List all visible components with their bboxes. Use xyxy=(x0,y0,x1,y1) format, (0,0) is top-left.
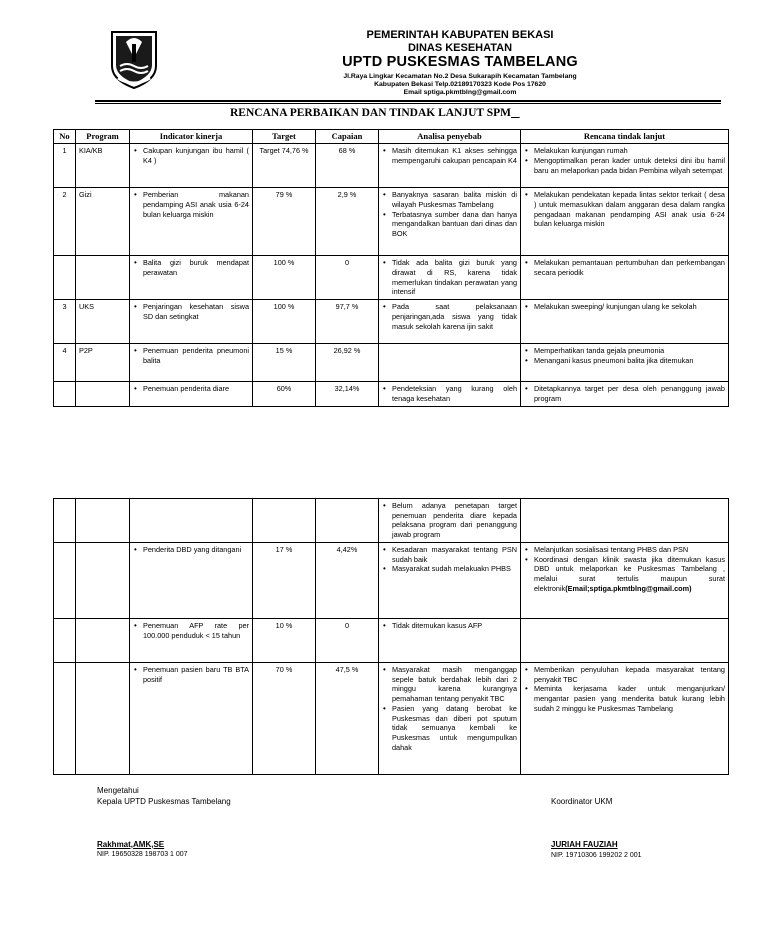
cell-target: 17 % xyxy=(253,543,316,619)
spm-table xyxy=(53,129,729,407)
indicator-item: • Penjaringan kesehatan siswa SD dan setingkat xyxy=(143,302,249,321)
cell-indicator xyxy=(130,499,253,543)
table-row xyxy=(54,382,729,406)
cell-analisa xyxy=(379,499,521,543)
header-capaian: Capaian xyxy=(316,130,379,144)
cell-target: 10 % xyxy=(253,619,316,663)
acknowledged-label: Mengetahui xyxy=(97,786,139,795)
cell-no xyxy=(54,543,76,619)
indicator-item: • Cakupan kunjungan ibu hamil ( K4 ) xyxy=(143,146,249,165)
cell-analisa xyxy=(379,382,521,406)
cell-program xyxy=(76,619,130,663)
letterhead-institution: UPTD PUSKESMAS TAMBELANG xyxy=(342,54,578,71)
indicator-item: • Balita gizi buruk mendapat perawatan xyxy=(143,258,249,277)
bullet-text: Tidak ada balita gizi buruk yang dirawat di RS, karena tidak memerlukan tindakan perawatan yang intensif xyxy=(392,258,517,297)
cell-no xyxy=(54,382,76,406)
cell-rencana xyxy=(521,499,729,543)
cell-capaian: 4,42% xyxy=(316,543,379,619)
cell-program: Gizi xyxy=(76,188,130,256)
bullet-text: Masyarakat masih menganggap sepele batuk berdahak lebih dari 2 minggu karena kurangnya pemahaman tentang penyakit TBC xyxy=(392,665,517,704)
cell-target xyxy=(253,499,316,543)
table-row xyxy=(54,256,729,300)
bullet-item xyxy=(392,210,517,239)
cell-no: 2 xyxy=(54,188,76,256)
bullet-item xyxy=(392,258,517,297)
cell-analisa-list xyxy=(382,621,517,631)
letterhead xyxy=(200,29,720,96)
cell-analisa xyxy=(379,188,521,256)
bullet-text: Ditetapkannya target per desa oleh penanggung jawab program xyxy=(534,384,725,403)
indicator-list xyxy=(133,146,249,165)
cell-capaian: 32,14% xyxy=(316,382,379,406)
cell-target: 60% xyxy=(253,382,316,406)
table-row xyxy=(54,499,729,543)
bullet-text: Melakukan pemantauan pertumbuhan dan perkembangan secara periodik xyxy=(534,258,725,277)
indicator-list xyxy=(133,384,249,394)
letterhead-address: Jl.Raya Lingkar Kecamatan No.2 Desa Sukarapih Kecamatan Tambelang xyxy=(343,72,577,80)
table-row xyxy=(54,663,729,775)
bullet-item xyxy=(392,190,517,209)
cell-analisa-list xyxy=(382,665,517,752)
cell-no xyxy=(54,499,76,543)
cell-no: 4 xyxy=(54,344,76,382)
cell-program xyxy=(76,663,130,775)
cell-no: 1 xyxy=(54,144,76,188)
cell-program: KIA/KB xyxy=(76,144,130,188)
bullet-item xyxy=(392,146,517,165)
header-target: Target xyxy=(253,130,316,144)
bullet-item xyxy=(392,545,517,564)
bullet-text: Terbatasnya sumber dana dan hanya mengandalkan bantuan dari dinas dan BOK xyxy=(392,209,517,239)
cell-indicator xyxy=(130,300,253,344)
cell-analisa-list xyxy=(382,302,517,331)
bullet-text: Melakukan pendekatan kepada lintas sektor terkait ( desa ) untuk memasukkan dalam anggaran desa dalam rangka pengadaan makanan pendamping ASI anak usia 6-24 bulan keluarga miskin xyxy=(534,190,725,229)
indicator-list xyxy=(133,258,249,277)
cell-rencana xyxy=(521,663,729,775)
cell-program xyxy=(76,499,130,543)
coordinator-title: Koordinator UKM xyxy=(551,797,613,806)
title-underline xyxy=(511,107,520,119)
cell-indicator xyxy=(130,144,253,188)
bullet-item xyxy=(534,190,725,229)
cell-analisa-list xyxy=(382,545,517,574)
signature-left xyxy=(97,786,231,860)
document-title-text: RENCANA PERBAIKAN DAN TINDAK LANJUT SPM xyxy=(230,107,512,119)
cell-analisa-list xyxy=(382,501,517,540)
bullet-text: Pada saat pelaksanaan penjaringan,ada siswa yang tidak masuk sekolah karena ijin sakit xyxy=(392,302,517,331)
cell-indicator xyxy=(130,256,253,300)
bullet-text: Masih ditemukan K1 akses sehingga mempengaruhi cakupan pencapain K4 xyxy=(392,146,517,165)
bullet-text: Melakukan kunjungan rumah xyxy=(534,146,628,156)
cell-indicator xyxy=(130,543,253,619)
bullet-item xyxy=(534,665,725,684)
bullet-item xyxy=(392,665,517,704)
bullet-text: Belum adanya penetapan target penemuan penderita diare kepada pelaksana program dari penanggung jawab program xyxy=(392,501,517,540)
cell-program: UKS xyxy=(76,300,130,344)
cell-indicator xyxy=(130,663,253,775)
bullet-text: Koordinasi dengan klinik swasta jika ditemukan kasus DBD untuk melaporkan ke Puskesmas Tambelang , melalui surat tertulis maupun surat elektronik xyxy=(534,554,725,593)
cell-analisa xyxy=(379,344,521,382)
cell-program xyxy=(76,543,130,619)
table-row xyxy=(54,344,729,382)
bullet-item xyxy=(392,384,517,403)
indicator-item: • Penemuan pasien baru TB BTA positif xyxy=(143,665,249,684)
head-title: Kepala UPTD Puskesmas Tambelang xyxy=(97,796,231,806)
table-row xyxy=(54,188,729,256)
bullet-item xyxy=(534,146,725,156)
cell-target: 100 % xyxy=(253,256,316,300)
indicator-item: • Penemuan penderita diare xyxy=(143,384,249,394)
header-no: No xyxy=(54,130,76,144)
cell-rencana xyxy=(521,144,729,188)
bullet-text: Melakukan sweeping/ kunjungan ulang ke sekolah xyxy=(534,302,697,312)
cell-rencana-list xyxy=(524,146,725,175)
indicator-item: • Penemuan penderita pneumoni balita xyxy=(143,346,249,365)
cell-rencana xyxy=(521,382,729,406)
bullet-item xyxy=(392,621,517,631)
table-row xyxy=(54,543,729,619)
cell-analisa xyxy=(379,619,521,663)
cell-capaian: 47,5 % xyxy=(316,663,379,775)
letterhead-divider xyxy=(95,100,721,104)
cell-no: 3 xyxy=(54,300,76,344)
bullet-item xyxy=(534,684,725,713)
cell-rencana-list xyxy=(524,346,725,365)
bullet-text: Melanjutkan sosialisasi tentang PHBS dan PSN xyxy=(534,545,689,554)
letterhead-line1: PEMERINTAH KABUPATEN BEKASI xyxy=(366,29,554,41)
cell-capaian: 26,92 % xyxy=(316,344,379,382)
bullet-text: Mengoptimalkan peran kader untuk deteksi dini ibu hamil baru an melaporkan pada bidan Pembina wilyah setempat xyxy=(534,156,725,175)
cell-analisa xyxy=(379,256,521,300)
cell-analisa-list xyxy=(382,258,517,297)
cell-capaian: 2,9 % xyxy=(316,188,379,256)
cell-rencana xyxy=(521,188,729,256)
indicator-list xyxy=(133,621,249,640)
cell-rencana-list xyxy=(524,302,725,312)
indicator-item: • Penemuan AFP rate per 100.000 penduduk < 15 tahun xyxy=(143,621,249,640)
indicator-list xyxy=(133,302,249,321)
spm-table-continued xyxy=(53,498,729,775)
head-nip: NIP. 19650328 198703 1 007 xyxy=(97,851,188,859)
cell-capaian xyxy=(316,499,379,543)
cell-analisa xyxy=(379,300,521,344)
cell-capaian: 0 xyxy=(316,256,379,300)
header-program: Program xyxy=(76,130,130,144)
signature-right xyxy=(551,797,642,860)
cell-target: 70 % xyxy=(253,663,316,775)
header-indicator: Indicator kinerja xyxy=(130,130,253,144)
bullet-text: Memperhatikan tanda gejala pneumonia xyxy=(534,346,665,356)
cell-rencana-list xyxy=(524,665,725,714)
cell-program xyxy=(76,382,130,406)
header-analisa: Analisa penyebab xyxy=(379,130,521,144)
contact-email: (Email;sptiga.pkmtblng@gmail.com) xyxy=(565,583,692,593)
cell-capaian: 0 xyxy=(316,619,379,663)
table-row xyxy=(54,144,729,188)
bullet-item xyxy=(534,384,725,403)
bullet-item xyxy=(534,555,725,594)
cell-indicator xyxy=(130,188,253,256)
cell-analisa-list xyxy=(382,190,517,239)
cell-analisa xyxy=(379,144,521,188)
cell-no xyxy=(54,256,76,300)
bullet-item xyxy=(534,302,725,312)
table-row xyxy=(54,619,729,663)
bullet-text: Banyaknya sasaran balita miskin di wilayah Puskesmas Tambelang xyxy=(392,190,517,209)
cell-rencana-list xyxy=(524,545,725,594)
coordinator-name: JURIAH FAUZIAH xyxy=(551,839,618,849)
bullet-text: Pendeteksian yang kurang oleh tenaga kesehatan xyxy=(392,384,517,403)
letterhead-phone: Kabupaten Bekasi Telp.02189170323 Kode Pos 17620 xyxy=(374,80,546,88)
bullet-text: Pasien yang datang berobat ke Puskesmas dan diberi pot sputum tidak semuanya kembali ke Puskesmas untuk mengumpulkan dahak xyxy=(392,703,517,752)
cell-rencana xyxy=(521,300,729,344)
cell-program: P2P xyxy=(76,344,130,382)
header-rencana: Rencana tindak lanjut xyxy=(521,130,729,144)
cell-capaian: 97,7 % xyxy=(316,300,379,344)
cell-rencana xyxy=(521,344,729,382)
indicator-list xyxy=(133,346,249,365)
cell-rencana-list xyxy=(524,384,725,403)
bullet-item xyxy=(392,302,517,331)
table-row xyxy=(54,300,729,344)
document-title xyxy=(230,107,520,119)
bullet-text: Menangani kasus pneumoni balita jika ditemukan xyxy=(534,356,694,365)
cell-indicator xyxy=(130,382,253,406)
bullet-item xyxy=(534,346,725,356)
cell-target: Target 74,76 % xyxy=(253,144,316,188)
bullet-item xyxy=(534,258,725,277)
indicator-list xyxy=(133,545,249,555)
letterhead-email: Email sptiga.pkmtblng@gmail.com xyxy=(403,88,517,96)
cell-capaian: 68 % xyxy=(316,144,379,188)
head-name: Rakhmat,AMK,SE xyxy=(97,839,165,849)
cell-rencana-list xyxy=(524,258,725,277)
coordinator-nip: NIP. 19710306 199202 2 001 xyxy=(551,851,642,859)
cell-target: 100 % xyxy=(253,300,316,344)
cell-rencana-list xyxy=(524,190,725,229)
cell-program xyxy=(76,256,130,300)
table-header-row xyxy=(54,130,729,144)
indicator-list xyxy=(133,190,249,219)
cell-target: 79 % xyxy=(253,188,316,256)
cell-analisa xyxy=(379,543,521,619)
cell-indicator xyxy=(130,344,253,382)
cell-target: 15 % xyxy=(253,344,316,382)
indicator-item: • Pemberian makanan pendamping ASI anak usia 6-24 bulan keluarga miskin xyxy=(143,190,249,219)
bullet-text: Masyarakat sudah melakuakn PHBS xyxy=(392,564,511,574)
cell-rencana xyxy=(521,543,729,619)
bullet-item xyxy=(534,545,725,555)
kabupaten-bekasi-seal-icon xyxy=(108,28,160,90)
bullet-item xyxy=(392,501,517,540)
bullet-text: Tidak ditemukan kasus AFP xyxy=(392,621,483,630)
bullet-text: Meminta kerjasama kader untuk menganjurkan/ mengantar pasien yang menderita batuk kurang lebih sudah 2 minggu ke Puskesmas Tambelang xyxy=(534,684,725,713)
cell-no xyxy=(54,663,76,775)
bullet-item xyxy=(392,564,517,574)
bullet-item xyxy=(534,156,725,175)
indicator-item: • Penderita DBD yang ditangani xyxy=(143,545,249,555)
cell-rencana xyxy=(521,619,729,663)
cell-analisa xyxy=(379,663,521,775)
bullet-item xyxy=(392,704,517,753)
bullet-item xyxy=(534,356,725,366)
cell-analisa-list xyxy=(382,384,517,403)
bullet-text: Kesadaran masyarakat tentang PSN sudah baik xyxy=(392,545,517,564)
letterhead-line2: DINAS KESEHATAN xyxy=(407,41,513,54)
bullet-text: Memberikan penyuluhan kepada masyarakat tentang penyakit TBC xyxy=(534,665,725,684)
cell-indicator xyxy=(130,619,253,663)
cell-rencana xyxy=(521,256,729,300)
cell-no xyxy=(54,619,76,663)
indicator-list xyxy=(133,665,249,684)
cell-analisa-list xyxy=(382,146,517,165)
